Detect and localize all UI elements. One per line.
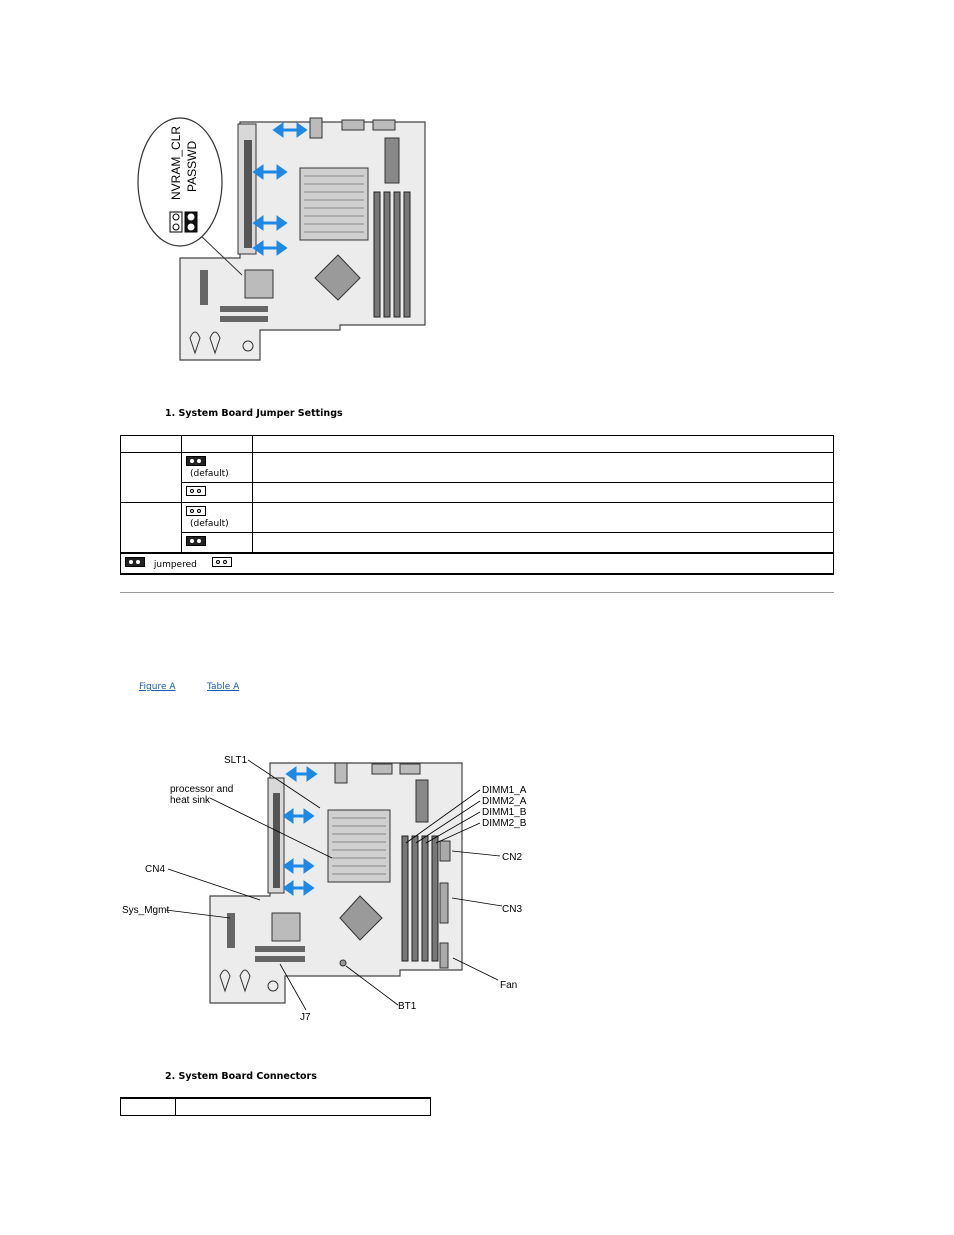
sys-mgmt-label: Sys_Mgmt [122, 905, 170, 916]
fan-label: Fan [500, 980, 518, 991]
table-a-link[interactable]: Table A [207, 682, 240, 692]
jumpered-legend-icon [125, 557, 145, 567]
jumper-on-icon [186, 536, 206, 546]
passwd-label: PASSWD [185, 140, 199, 192]
figure-2-connectors-diagram [110, 748, 530, 1023]
dimm2-b-label: DIMM2_B [482, 818, 527, 829]
figure-a-link[interactable]: Figure A [139, 682, 176, 692]
cn3-label: CN3 [502, 904, 523, 915]
nvram-clr-label: NVRAM_CLR [169, 125, 183, 200]
section-divider [120, 592, 834, 593]
processor-label: processor and [170, 784, 234, 795]
table-row [121, 533, 834, 553]
unjumpered-legend-icon [212, 557, 232, 567]
table-row [121, 503, 834, 533]
jumper-on-icon [186, 456, 206, 466]
connectors-table [120, 1097, 431, 1116]
heat-sink-label: heat sink [170, 795, 211, 806]
cn2-label: CN2 [502, 852, 523, 863]
jumper-settings-table [120, 435, 834, 575]
jumpered-label: jumpered [153, 559, 197, 570]
figure-1-jumper-diagram [130, 110, 440, 375]
caption-jumper-settings: 1. System Board Jumper Settings [165, 408, 343, 419]
cn4-label: CN4 [145, 864, 166, 875]
table-header-row [121, 1098, 431, 1116]
caption-connectors: 2. System Board Connectors [165, 1071, 317, 1082]
table-row [121, 483, 834, 503]
j7-label: J7 [300, 1012, 311, 1023]
default-note: (default) [190, 519, 229, 529]
bt1-label: BT1 [398, 1001, 417, 1012]
jumper-off-icon [186, 506, 206, 516]
dimm1-b-label: DIMM1_B [482, 807, 527, 818]
table-header-row [121, 436, 834, 453]
slt1-label: SLT1 [224, 755, 248, 766]
dimm2-a-label: DIMM2_A [482, 796, 527, 807]
dimm1-a-label: DIMM1_A [482, 785, 527, 796]
jumper-off-icon [186, 486, 206, 496]
table-row [121, 453, 834, 483]
default-note: (default) [190, 469, 229, 479]
legend-row [121, 553, 834, 574]
